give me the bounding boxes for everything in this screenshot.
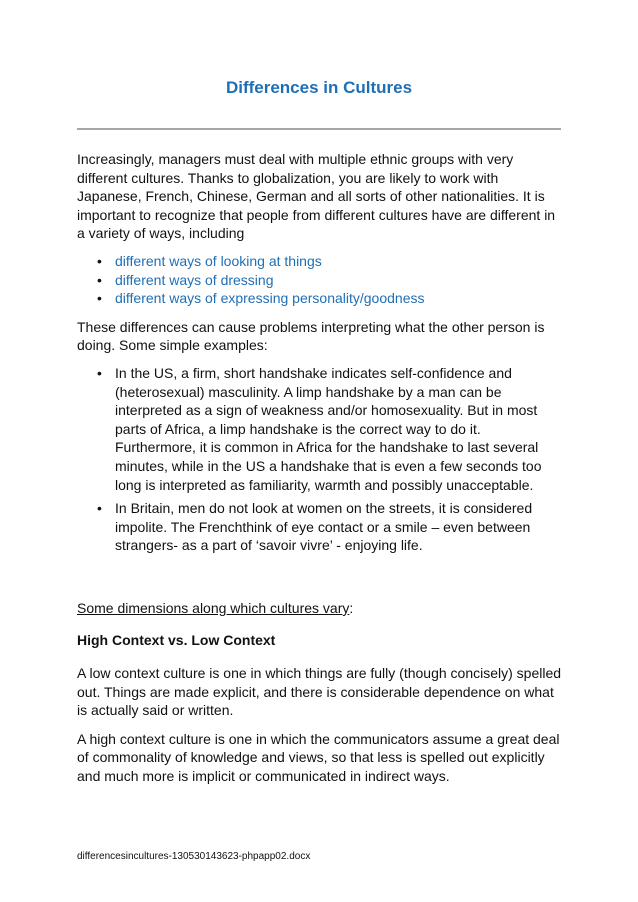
list-item: • In Britain, men do not look at women on the streets, it is considered impolite. The Frenchthink of eye contact or a smile – even between strangers- as a part of ‘savoir vivre’ - enjoying life. (115, 499, 563, 555)
list-item: • In the US, a firm, short handshake indicates self-confidence and (heterosexual) masculinity. A limp handshake by a man can be interpreted as a sign of weakness and/or homosexuality. But in most parts of Africa, a limp handshake is the correct way to do it. Furthermore, it is common in Africa for the handshake to last several minutes, while in the US a handshake that is even a few seconds too long is interpreted as familiarity, warmth and possibly unacceptable. (115, 364, 563, 494)
examples-list (77, 364, 563, 555)
title-divider (77, 128, 561, 130)
section-label-colon: : (349, 599, 354, 616)
section-heading: High Context vs. Low Context (77, 632, 276, 649)
list-item: • different ways of expressing personality/goodness (115, 289, 563, 308)
document-body (77, 150, 563, 796)
document-title: Differences in Cultures (225, 78, 413, 97)
section-label (77, 599, 563, 618)
differences-paragraph: These differences can cause problems interpreting what the other person is doing. Some simple examples: (77, 318, 545, 354)
low-context-paragraph: A low context culture is one in which things are fully (though concisely) spelled out. Things are made explicit, and there is considerable dependence on what is actually said or written. (77, 665, 562, 719)
intro-paragraph: Increasingly, managers must deal with multiple ethnic groups with very different cultures. Thanks to globalization, you are likely to work with Japanese, French, Chinese, German and all sorts of other nationalities. It is important to recognize that people from different cultures have are different in a variety of ways, including (77, 151, 556, 242)
list-item: • different ways of looking at things (115, 252, 563, 271)
page-footer: differencesincultures-130530143623-phpapp02.docx (77, 851, 311, 862)
list-item: • different ways of dressing (115, 271, 563, 290)
ways-list (77, 252, 563, 308)
section-label-text: Some dimensions along which cultures vary (77, 599, 350, 616)
high-context-paragraph: A high context culture is one in which the communicators assume a great deal of commonality of knowledge and views, so that less is spelled out explicitly and much more is implicit or communicated in indirect ways. (77, 730, 560, 785)
